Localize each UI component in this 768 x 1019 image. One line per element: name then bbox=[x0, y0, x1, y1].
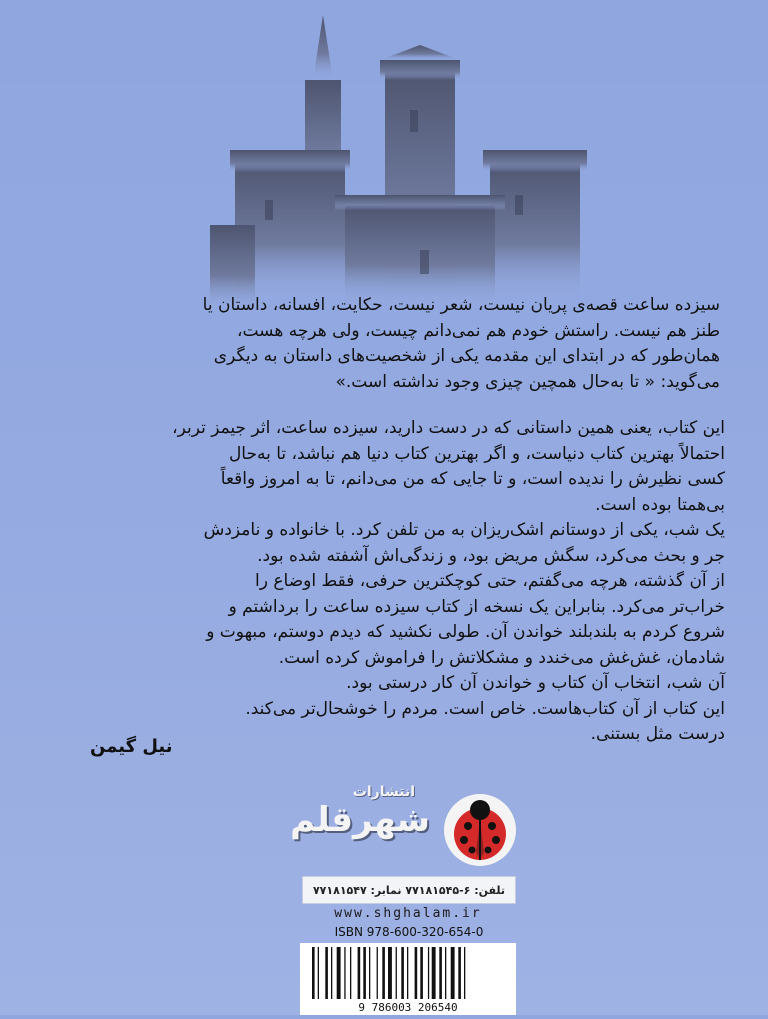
body-line: شروع کردم به بلندبلند خواندن آن. طولی نکشید که دیدم دوستم، مبهوت و bbox=[206, 622, 725, 642]
publisher-name: شهرقلم bbox=[290, 800, 430, 840]
body-line: جر و بحث می‌کرد، سگش مریض بود، و زندگی‌اش آشفته شده بود. bbox=[257, 545, 725, 566]
barcode-bars bbox=[300, 943, 516, 1015]
barcode-bar bbox=[464, 947, 465, 999]
ladybug-icon bbox=[440, 790, 520, 870]
barcode-bar bbox=[325, 947, 328, 999]
barcode-bar bbox=[312, 947, 315, 999]
barcode-bar bbox=[369, 947, 370, 999]
barcode-bar bbox=[439, 947, 442, 999]
author-signature: نیل گیمن bbox=[90, 736, 173, 757]
body-line: خراب‌تر می‌کرد. بنابراین یک نسخه از کتاب سیزده ساعت را برداشتم و bbox=[228, 596, 725, 617]
barcode-bar bbox=[350, 947, 351, 999]
intro-paragraph bbox=[100, 293, 720, 395]
barcode-bar bbox=[331, 947, 332, 999]
publisher-logo bbox=[290, 784, 520, 870]
barcode-bar bbox=[415, 947, 418, 999]
body-line: یک شب، یکی از دوستانم اشک‌ریزان به من تلفن کرد. با خانواده و نامزدش bbox=[203, 520, 725, 540]
isbn-label: ISBN 978-600-320-654-0 bbox=[334, 925, 484, 939]
barcode bbox=[300, 943, 516, 1015]
intro-line: می‌گوید: « تا به‌حال همچین چیزی وجود نداشته است.» bbox=[335, 371, 720, 392]
body-line: شادمان، غش‌غش می‌خندد و مشکلاتش را فراموش کرده است. bbox=[278, 647, 725, 668]
barcode-bar bbox=[363, 947, 366, 999]
barcode-bar bbox=[358, 947, 361, 999]
barcode-bar bbox=[407, 947, 408, 999]
intro-line: سیزده ساعت قصه‌ی پریان نیست، شعر نیست، حکایت، افسانه، داستان یا bbox=[202, 295, 720, 315]
body-line: درست مثل بستنی. bbox=[590, 724, 725, 744]
intro-line: همان‌طور که در ابتدای این مقدمه یکی از شخصیت‌های داستان به دیگری bbox=[213, 346, 720, 366]
body-line: کسی نظیرش را ندیده است، و تا جایی که من می‌دانم، تا به امروز واقعاً bbox=[220, 469, 725, 489]
barcode-bar bbox=[451, 947, 455, 999]
barcode-bar bbox=[428, 947, 429, 999]
body-paragraph bbox=[95, 416, 725, 748]
barcode-bar bbox=[344, 947, 345, 999]
barcode-bar bbox=[396, 947, 397, 999]
body-line: این کتاب از آن کتاب‌هاست. خاص است. مردم را خوشحال‌تر می‌کند. bbox=[245, 698, 725, 719]
barcode-bar bbox=[377, 947, 378, 999]
barcode-bar bbox=[420, 947, 423, 999]
body-line: بی‌همتا بوده است. bbox=[595, 494, 725, 515]
barcode-bar bbox=[388, 947, 392, 999]
barcode-bar bbox=[401, 947, 404, 999]
barcode-number: 9 786003 206540 bbox=[358, 1001, 458, 1014]
publisher-prefix: انتشارات bbox=[352, 784, 415, 800]
castle-illustration bbox=[205, 10, 595, 310]
barcode-bar bbox=[458, 947, 461, 999]
body-line: این کتاب، یعنی همین داستانی که در دست دارید، سیزده ساعت، اثر جیمز تربر، bbox=[172, 418, 725, 438]
barcode-bar bbox=[432, 947, 436, 999]
barcode-bar bbox=[445, 947, 446, 999]
body-line: آن شب، انتخاب آن کتاب و خواندن آن کار درستی بود. bbox=[346, 673, 725, 693]
website-url: www.shghalam.ir bbox=[334, 906, 482, 921]
contact-phone: تلفن: ۶-۷۷۱۸۱۵۴۵ نمابر: ۷۷۱۸۱۵۴۷ bbox=[302, 876, 516, 904]
barcode-bar bbox=[382, 947, 385, 999]
body-line: احتمالاً بهترین کتاب دنیاست، و اگر بهترین کتاب دنیا هم نباشد، تا به‌حال bbox=[228, 443, 725, 464]
body-line: از آن گذشته، هرچه می‌گفتم، حتی کوچکترین حرفی، فقط اوضاع را bbox=[255, 571, 725, 591]
barcode-bar bbox=[337, 947, 341, 999]
barcode-bar bbox=[318, 947, 319, 999]
intro-line: طنز هم نیست. راستش خودم هم نمی‌دانم چیست، ولی هرچه هست، bbox=[236, 320, 720, 341]
